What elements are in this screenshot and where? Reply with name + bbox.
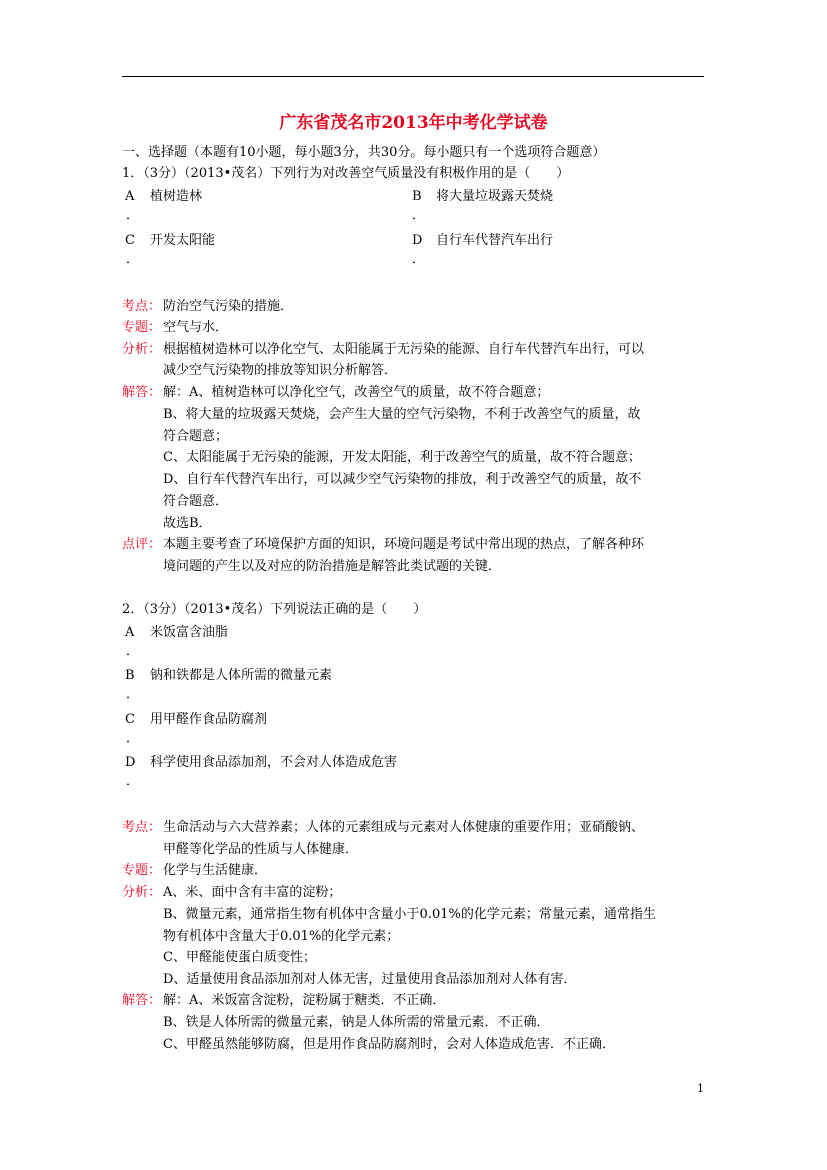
q2-option-d-letter: D: [125, 755, 136, 770]
option-dot: ．: [412, 252, 426, 267]
option-dot: ．: [126, 731, 140, 746]
q1-option-c-letter: C: [125, 233, 135, 248]
q1-kaodian-label: 考点：: [122, 299, 162, 314]
q1-option-c-text: 开发太阳能: [150, 233, 216, 248]
q2-jieda-line-2: B、铁是人体所需的微量元素，钠是人体所需的常量元素．不正确．: [163, 1015, 550, 1030]
q1-option-b-letter: B: [412, 189, 422, 204]
q1-option-a-letter: A: [125, 189, 135, 204]
option-dot: ．: [412, 208, 426, 223]
q1-jieda-line-3: 符合题意；: [163, 429, 229, 444]
q1-jieda-line-2: B、将大量的垃圾露天焚烧，会产生大量的空气污染物，不利于改善空气的质量，故: [163, 407, 641, 422]
option-dot: ．: [126, 208, 140, 223]
q1-option-d-letter: D: [412, 233, 423, 248]
q1-jieda-line-4: C、太阳能属于无污染的能源，开发太阳能，利于改善空气的质量，故不符合题意；: [163, 450, 641, 465]
q2-kaodian-line-1: 生命活动与六大营养素；人体的元素组成与元素对人体健康的重要作用；亚硝酸钠、: [163, 820, 645, 835]
q1-kaodian-text: 防治空气污染的措施．: [163, 299, 294, 314]
q2-fenxi-line-1: A、米、面中含有丰富的淀粉；: [163, 885, 342, 900]
q1-zhuanti-text: 空气与水．: [163, 320, 229, 335]
q1-fenxi-line-2: 减少空气污染物的排放等知识分析解答．: [163, 363, 398, 378]
q2-jieda-line-3: C、甲醛虽然能够防腐，但是用作食品防腐剂时，会对人体造成危害．不正确．: [163, 1037, 615, 1052]
q2-kaodian-line-2: 甲醛等化学品的性质与人体健康．: [163, 842, 359, 857]
q2-zhuanti-text: 化学与生活健康．: [163, 863, 268, 878]
q1-fenxi-label: 分析：: [122, 342, 162, 357]
q1-option-d-text: 自行车代替汽车出行: [436, 233, 554, 248]
section-heading: 一、选择题（本题有10小题，每小题3分，共30分。每小题只有一个选项符合题意）: [122, 145, 606, 160]
q2-option-b-letter: B: [125, 668, 135, 683]
header-rule: [122, 76, 704, 77]
q2-option-c-text: 用甲醛作食品防腐剂: [150, 712, 268, 727]
q2-kaodian-label: 考点：: [122, 820, 162, 835]
option-dot: ．: [126, 252, 140, 267]
q1-jieda-line-6: 符合题意．: [163, 494, 229, 509]
q1-jieda-line-5: D、自行车代替汽车出行，可以减少空气污染物的排放，利于改善空气的质量，故不: [163, 472, 642, 487]
q2-option-a-text: 米饭富含油脂: [150, 625, 229, 640]
q1-zhuanti-label: 专题：: [122, 320, 162, 335]
option-dot: ．: [126, 774, 140, 789]
q1-jieda-line-7: 故选B．: [163, 516, 212, 531]
q1-jieda-line-1: 解：A、植树造林可以净化空气，改善空气的质量，故不符合题意；: [163, 385, 550, 400]
option-dot: ．: [126, 687, 140, 702]
q1-fenxi-line-1: 根据植树造林可以净化空气、太阳能属于无污染的能源、自行车代替汽车出行，可以: [163, 342, 645, 357]
q2-option-a-letter: A: [125, 625, 135, 640]
page-number: 1: [697, 1082, 704, 1095]
q2-fenxi-label: 分析：: [122, 885, 162, 900]
option-dot: ．: [126, 644, 140, 659]
q1-dianping-label: 点评：: [122, 537, 162, 552]
q1-option-a-text: 植树造林: [150, 189, 203, 204]
q1-option-b-text: 将大量垃圾露天焚烧: [436, 189, 554, 204]
q2-option-c-letter: C: [125, 712, 135, 727]
q2-zhuanti-label: 专题：: [122, 863, 162, 878]
page-title: 广东省茂名市2013年中考化学试卷: [279, 113, 548, 133]
q2-fenxi-line-2: B、微量元素，通常指生物有机体中含量小于0.01%的化学元素；常量元素，通常指生: [163, 907, 656, 922]
q2-fenxi-line-4: C、甲醛能使蛋白质变性；: [163, 950, 316, 965]
question-1-stem: 1．（3分）（2013•茂名）下列行为对改善空气质量没有积极作用的是（ ）: [122, 166, 570, 181]
q2-option-b-text: 钠和铁都是人体所需的微量元素: [150, 668, 333, 683]
q1-dianping-line-1: 本题主要考查了环境保护方面的知识，环境问题是考试中常出现的热点，了解各种环: [163, 537, 645, 552]
q2-jieda-label: 解答：: [122, 993, 162, 1008]
q2-jieda-line-1: 解：A、米饭富含淀粉，淀粉属于糖类．不正确．: [163, 993, 446, 1008]
q2-fenxi-line-3: 物有机体中含量大于0.01%的化学元素；: [163, 929, 400, 944]
q1-jieda-label: 解答：: [122, 385, 162, 400]
q1-dianping-line-2: 境问题的产生以及对应的防治措施是解答此类试题的关键．: [163, 559, 502, 574]
q2-option-d-text: 科学使用食品添加剂，不会对人体造成危害: [150, 755, 398, 770]
q2-fenxi-line-5: D、适量使用食品添加剂对人体无害，过量使用食品添加剂对人体有害．: [163, 972, 577, 987]
question-2-stem: 2．（3分）（2013•茂名）下列说法正确的是（ ）: [122, 602, 427, 617]
